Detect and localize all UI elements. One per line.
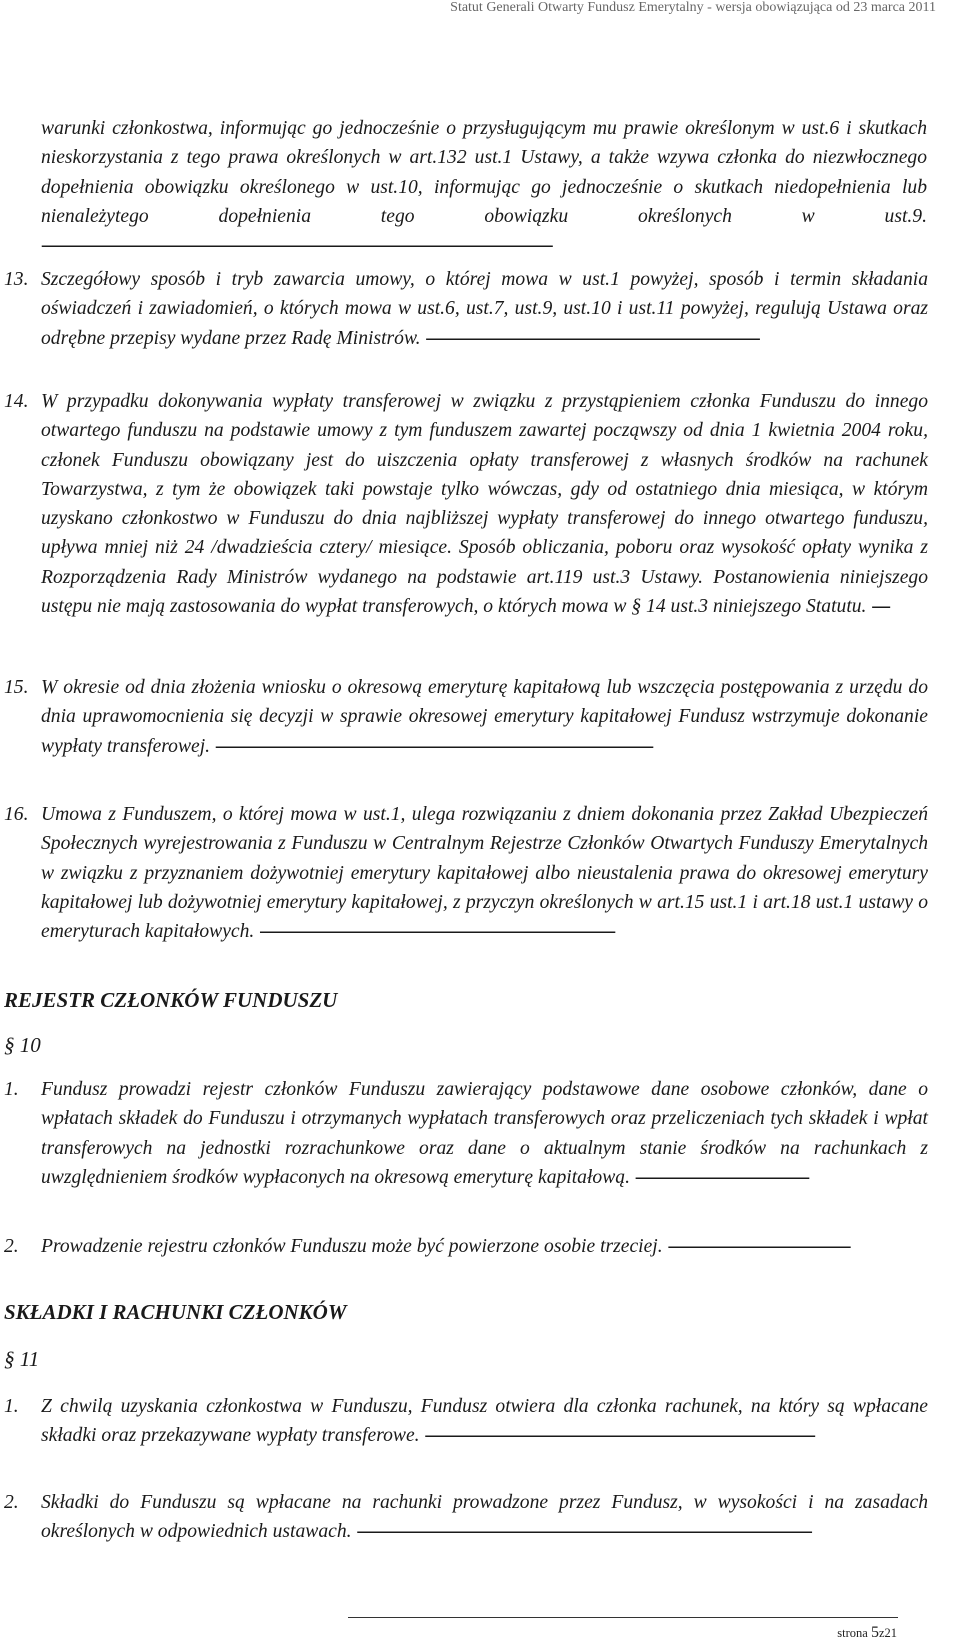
page-label: strona [837,1626,868,1640]
item-text: Składki do Funduszu są wpłacane na rachunki prowadzone przez Fundusz, w wysokości i na zasadach określonych w odpowiednich ustawach. [41,1492,928,1543]
list-item-16 [4,800,928,946]
list-item-15 [4,673,928,761]
item-number: 2. [4,1236,19,1257]
contributions-item-2 [4,1488,928,1547]
section-heading-contributions: SKŁADKI I RACHUNKI CZŁONKÓW [4,1300,347,1324]
list-item-13 [4,265,928,353]
item-text: Prowadzenie rejestru członków Funduszu może być powierzone osobie trzeciej. [41,1236,663,1257]
item-number: 1. [4,1396,19,1417]
filler-dashes: ----------------------------------------------------------------------------------------------------- [214,735,652,757]
section-heading-register: REJESTR CZŁONKÓW FUNDUSZU [4,988,338,1012]
register-item-2 [4,1232,928,1261]
contributions-item-1 [4,1392,928,1451]
item-text: Umowa z Funduszem, o której mowa w ust.1, ulega rozwiązaniu z dniem dokonania przez Zakład Ubezpieczeń Społecznych wyrejestrowania z Funduszu w Centralnym Rejestrze Członków Otwartych Funduszy Emerytalnych w związku z przyznaniem dożywotniej emerytury kapitałowej albo nieustalenia prawa do okresowej emerytury kapitałowej lub dożywotniej emerytury kapitałowej, z przyczyn określonych w art.15 ust.1 i art.18 ust.1 ustawy o emeryturach kapitałowych. [41,804,928,943]
register-item-1 [4,1075,928,1192]
total-pages: 21 [884,1626,897,1640]
item-text: W okresie od dnia złożenia wniosku o okresową emeryturę kapitałową lub wszczęcia postępowania z urzędu do dnia uprawomocnienia się decyzji w sprawie okresowej emerytury kapitałowej Fundusz wstrzymuje dokonanie wypłaty transferowej. [41,677,928,757]
filler-dashes: ---------------------------------------------------------------------------------------------------------------------- [41,235,552,257]
item-number: 15. [4,677,29,698]
filler-dashes: ---------------------------------------- [634,1166,808,1188]
paragraph-number: § 10 [4,1033,41,1057]
footer-rule [348,1617,898,1618]
continuation-paragraph [41,114,927,260]
page-number [837,1624,897,1642]
current-page: 5 [870,1624,879,1641]
item-text: Szczegółowy sposób i tryb zawarcia umowy, o której mowa w ust.1 powyżej, sposób i termin składania oświadczeń i zawiadomień, o których mowa w ust.6, ust.7, ust.9, ust.10 i ust.11 powyżej, regulują Ustawa oraz odrębne przepisy wydane przez Radę Ministrów. [41,269,928,349]
page-of: z [878,1626,885,1640]
list-item-14 [4,387,928,621]
item-number: 16. [4,804,29,825]
filler-dashes: ---- [871,596,889,618]
filler-dashes: ---------------------------------------------------------------------------------- [259,921,614,943]
item-text: Z chwilą uzyskania członkostwa w Funduszu, Fundusz otwiera dla członka rachunek, na który są wpłacane składki oraz przekazywane wypłaty transferowe. [41,1396,928,1447]
paragraph-number: § 11 [4,1347,40,1371]
item-number: 13. [4,269,29,290]
item-number: 1. [4,1079,19,1100]
continuation-text: warunki członkostwa, informując go jednocześnie o przysługującym mu prawie określonym w ust.6 i skutkach nieskorzystania z tego prawa określonych w art.132 ust.1 Ustawy, a także wzywa członka do niezwłocznego dopełnienia obowiązku określonego w ust.10, informując go jednocześnie o skutkach niedopełnienia lub nienależytego dopełnienia tego obowiązku określonych w ust.9. [41,118,927,227]
item-number: 14. [4,391,29,412]
item-text: W przypadku dokonywania wypłaty transferowej w związku z przystąpieniem członka Funduszu do innego otwartego funduszu na podstawie umowy z tym funduszem zawartej począwszy od dnia 1 kwietnia 2004 roku, członek Funduszu obowiązany jest do uiszczenia opłaty transferowej z własnych środków na rachunek Towarzystwa, z tym że obowiązek taki powstaje tylko wówczas, gdy od ostatniego dnia miesiąca, w którym uzyskano członkostwo w Funduszu do dnia najbliższej wypłaty transferowej do innego otwartego funduszu, upływa mniej niż 24 /dwadzieścia cztery/ miesiące. Sposób obliczania, poboru oraz wysokość opłaty wynika z Rozporządzenia Rady Ministrów wydanego na podstawie art.119 ust.3 Ustawy. Postanowienia niniejszego ustępu nie mają zastosowania do wypłat transferowych, o których mowa w § 14 ust.3 niniejszego Statutu. [41,391,928,618]
item-number: 2. [4,1492,19,1513]
filler-dashes: --------------------------------------------------------------------------------------------------------- [356,1521,811,1543]
filler-dashes: ------------------------------------------------------------------------------------------ [424,1425,814,1447]
filler-dashes: ----------------------------------------------------------------------------- [425,327,759,349]
filler-dashes: ------------------------------------------ [667,1236,850,1257]
item-text: Fundusz prowadzi rejestr członków Funduszu zawierający podstawowe dane osobowe członków, dane o wpłatach składek do Funduszu i otrzymanych wypłatach transferowych oraz przeliczeniach tych składek i wpłat transferowych na jednostki rozrachunkowe oraz dane o aktualnym stanie środków na rachunkach z uwzględnieniem środków wypłaconych na okresową emeryturę kapitałową. [41,1079,928,1188]
running-header: Statut Generali Otwarty Fundusz Emerytalny - wersja obowiązująca od 23 marca 2011 [450,0,936,15]
